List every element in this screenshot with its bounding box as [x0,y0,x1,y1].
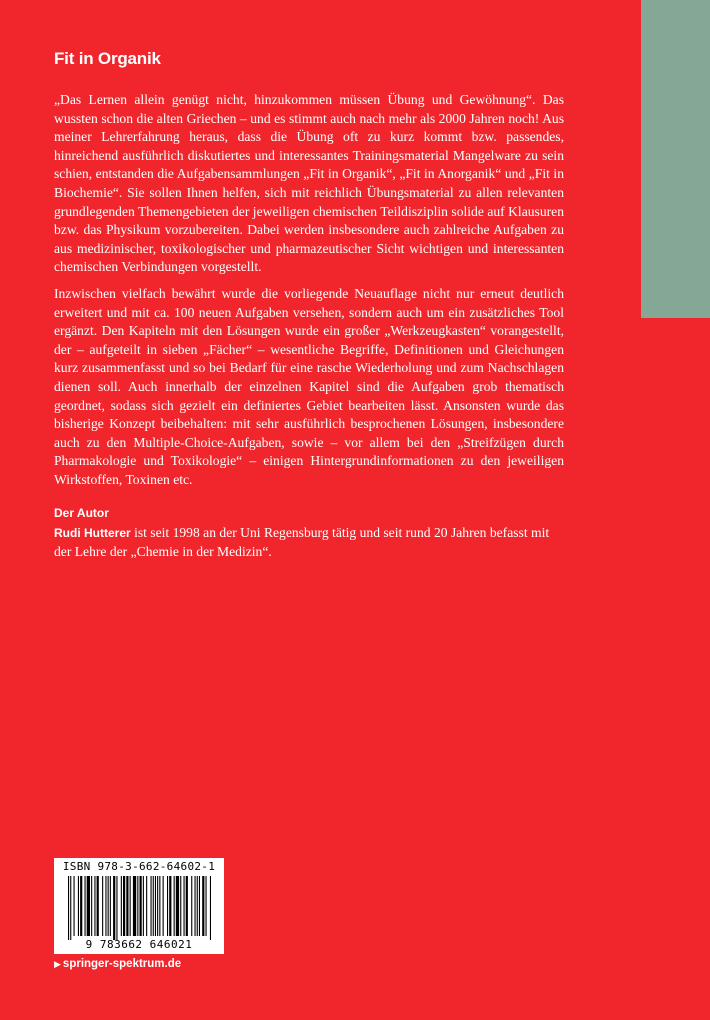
barcode-bar [85,876,86,936]
description-paragraph-2: Inzwischen vielfach bewährt wurde die vorliegende Neuauflage nicht nur erneut deutlich erweitert und mit ca. 100 neuen Aufgaben versehen, sondern auch um ein zusätzliches Tool ergänzt. Den Kapiteln mit den Lösungen wurde ein großer „Werkzeugkasten“ vorangestellt, der – aufgeteilt in sieben „Fächer“ – wesentliche Begriffe, Definitionen und Gleichungen kurz zusammenfasst und so bei Bedarf für eine rasche Wiederholung und zum Nachschlagen dienen soll. Auch innerhalb der einzelnen Kapitel sind die Aufgaben grob thematisch geordnet, sodass sich gezielt ein definiertes Gebiet bearbeiten lässt. Ansonsten wurde das bisherige Konzept beibehalten: mit sehr ausführlich besprochenen Lösungen, insbesondere auch zu den Multiple-Choice-Aufgaben, sowie – vor allem bei den „Streifzügen durch Pharmakologie und Toxikologie“ – einigen Hintergrundinformationen zu den jeweiligen Wirkstoffen, Toxinen etc. [54,286,564,487]
barcode-bar [126,876,128,936]
barcode-bar [105,876,106,936]
barcode-bar [87,876,90,936]
author-heading: Der Autor [54,506,109,520]
barcode-bar [102,876,103,936]
barcode-bar [176,876,179,936]
barcode-bar [151,876,152,936]
side-color-band [641,0,710,318]
barcode-bar [180,876,181,936]
publisher-website[interactable] [54,958,181,970]
barcode-bar [195,876,196,936]
barcode-bar [157,876,158,936]
barcode-bar [174,876,175,936]
barcode-bar [74,876,75,936]
barcode-bar [155,876,156,936]
barcode-bar [133,876,136,936]
barcode-bar [140,876,142,936]
isbn-label: ISBN 978-3-662-64602-1 [62,860,216,873]
barcode-digits: 9 783662 646021 [85,938,193,951]
barcode-bar [91,876,92,936]
barcode-bar [137,876,138,936]
barcode-bar [121,876,122,936]
barcode-bar [169,876,171,936]
barcode-bar [97,876,99,936]
description-paragraph-1: „Das Lernen allein genügt nicht, hinzukommen müssen Übung und Gewöhnung“. Das wussten schon die alten Griechen – und es stimmt auch nach mehr als 2000 Jahren noch! Aus meiner Lehrerfahrung heraus, dass die Übung oft zu kurz kommt bzw. passendes, hinreichend ausführlich diskutiertes und interessantes Trainingsmaterial Mangelware zu sein schien, entstanden die Aufgabensammlungen „Fit in Organik“, „Fit in Anorganik“ und „Fit in Biochemie“. Sie sollen Ihnen helfen, sich mit reichlich Übungsmaterial zu allen relevanten grundlegenden Themengebieten der jeweiligen chemischen Teildisziplin solide auf Klausuren bzw. das Physikum vorzubereiten. Dabei werden insbesondere auch zahlreiche Aufgaben zu aus medizinischer, toxikologischer und pharmazeutischer Sicht wichtigen und interessanten chemischen Verbindungen vorgestellt. [54,92,564,275]
barcode-bar [199,876,200,936]
barcode-bar [110,876,111,936]
barcode-bar [184,876,185,936]
isbn-barcode [54,858,224,954]
barcode-bar [163,876,164,936]
barcode-bar [68,876,69,940]
barcode-bar [153,876,154,936]
barcode-bar [146,876,147,936]
barcode-bar [108,876,109,936]
arrow-icon: ▶ [54,959,61,969]
barcode-bar [186,876,188,936]
barcode-bar [78,876,79,936]
barcode-bar [191,876,192,936]
barcode-bar [113,876,115,940]
author-name: Rudi Hutterer [54,526,131,540]
barcode-bar [197,876,198,936]
barcode-bar [202,876,204,936]
barcode-bar [123,876,125,936]
barcode-bar [80,876,82,936]
barcode-bar [206,876,207,936]
book-title: Fit in Organik [54,49,161,68]
barcode-bar [143,876,144,936]
author-bio [54,524,564,561]
barcode-bar [210,876,211,940]
barcode-bar [167,876,168,936]
barcode-bar [70,876,71,940]
author-bio-text: ist seit 1998 an der Uni Regensburg tätig und seit rund 20 Jahren befasst mit der Lehre der „Chemie in der Medizin“. [54,525,550,559]
barcode-bar [159,876,160,936]
barcode-bar [130,876,131,936]
barcode-bar [94,876,95,936]
barcode-bar [116,876,117,940]
website-link[interactable]: springer-spektrum.de [62,958,182,970]
